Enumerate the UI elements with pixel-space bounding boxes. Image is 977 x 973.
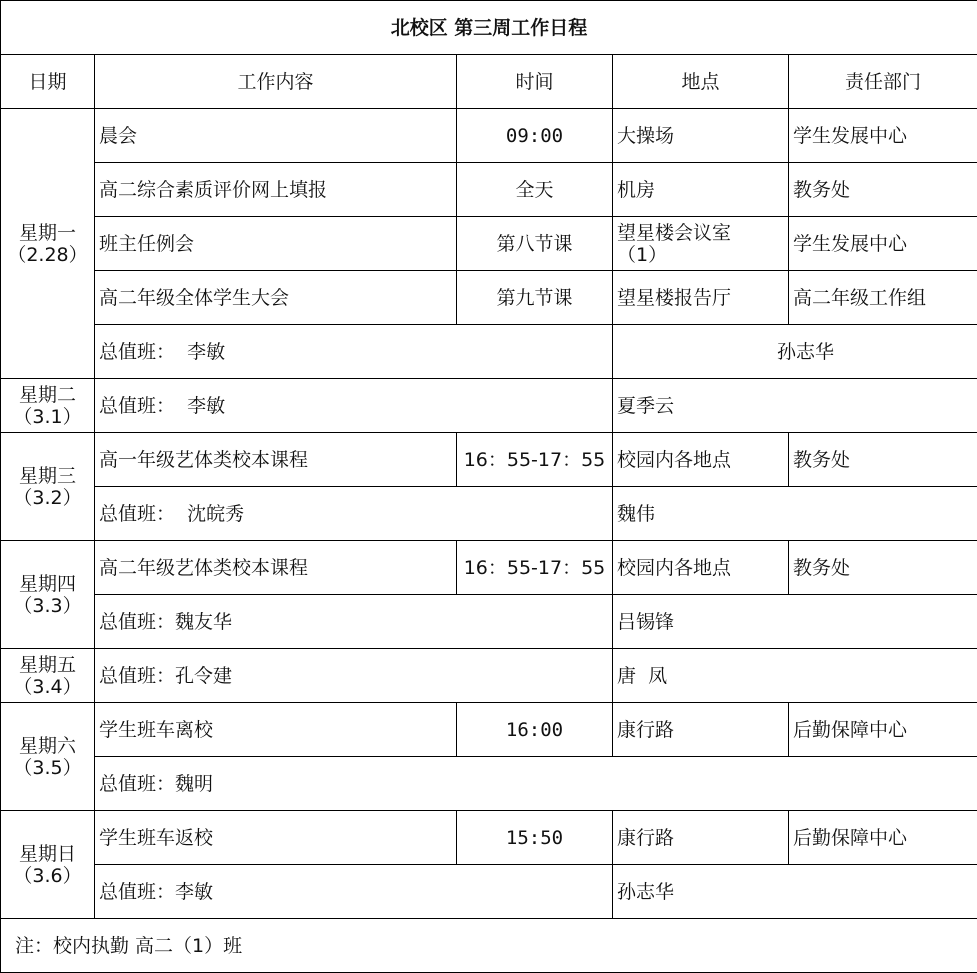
duty-officer: 总值班：孔令建	[95, 649, 613, 703]
table-row	[1, 325, 977, 379]
task-time: 16:00	[457, 703, 613, 757]
task-content: 高一年级艺体类校本课程	[95, 433, 457, 487]
task-content: 高二综合素质评价网上填报	[95, 163, 457, 217]
duty-officer-2: 孙志华	[613, 865, 977, 919]
task-dept: 学生发展中心	[789, 109, 977, 163]
task-content: 高二年级艺体类校本课程	[95, 541, 457, 595]
page-title: 北校区 第三周工作日程	[1, 1, 977, 55]
task-place: 康行路	[613, 811, 789, 865]
table-row	[1, 595, 977, 649]
task-content: 晨会	[95, 109, 457, 163]
duty-officer: 总值班： 沈皖秀	[95, 487, 613, 541]
day-wednesday: 星期三 （3.2）	[1, 433, 95, 541]
day-sunday: 星期日 （3.6）	[1, 811, 95, 919]
task-time: 16：55-17：55	[457, 433, 613, 487]
task-place: 康行路	[613, 703, 789, 757]
duty-officer: 总值班：魏友华	[95, 595, 613, 649]
task-dept: 教务处	[789, 163, 977, 217]
day-tuesday: 星期二 （3.1）	[1, 379, 95, 433]
task-time: 09:00	[457, 109, 613, 163]
table-row	[1, 811, 977, 865]
header-date: 日期	[1, 55, 95, 109]
duty-officer: 总值班：李敏	[95, 865, 613, 919]
task-content: 学生班车返校	[95, 811, 457, 865]
table-row	[1, 649, 977, 703]
table-row	[1, 541, 977, 595]
header-content: 工作内容	[95, 55, 457, 109]
task-content: 班主任例会	[95, 217, 457, 271]
task-dept: 教务处	[789, 541, 977, 595]
table-row	[1, 217, 977, 271]
task-time: 16：55-17：55	[457, 541, 613, 595]
duty-officer: 总值班：魏明	[95, 757, 977, 811]
table-row	[1, 487, 977, 541]
table-row	[1, 379, 977, 433]
table-row	[1, 109, 977, 163]
task-place: 机房	[613, 163, 789, 217]
task-place: 望星楼会议室 （1）	[613, 217, 789, 271]
task-content: 学生班车离校	[95, 703, 457, 757]
duty-officer-2: 夏季云	[613, 379, 977, 433]
task-dept: 高二年级工作组	[789, 271, 977, 325]
task-place: 望星楼报告厅	[613, 271, 789, 325]
table-row	[1, 919, 977, 973]
table-row	[1, 865, 977, 919]
task-place: 校园内各地点	[613, 541, 789, 595]
table-row	[1, 757, 977, 811]
header-time: 时间	[457, 55, 613, 109]
duty-officer: 总值班： 李敏	[95, 379, 613, 433]
table-row	[1, 433, 977, 487]
task-content: 高二年级全体学生大会	[95, 271, 457, 325]
task-dept: 后勤保障中心	[789, 703, 977, 757]
task-dept: 教务处	[789, 433, 977, 487]
task-place: 大操场	[613, 109, 789, 163]
header-place: 地点	[613, 55, 789, 109]
duty-officer-2: 魏伟	[613, 487, 977, 541]
task-place: 校园内各地点	[613, 433, 789, 487]
task-dept: 后勤保障中心	[789, 811, 977, 865]
footnote: 注：校内执勤 高二（1）班	[1, 919, 977, 973]
day-thursday: 星期四 （3.3）	[1, 541, 95, 649]
duty-officer: 总值班： 李敏	[95, 325, 613, 379]
task-time: 第九节课	[457, 271, 613, 325]
table-row	[1, 271, 977, 325]
task-dept: 学生发展中心	[789, 217, 977, 271]
task-time: 15:50	[457, 811, 613, 865]
header-dept: 责任部门	[789, 55, 977, 109]
task-time: 第八节课	[457, 217, 613, 271]
duty-officer-2: 孙志华	[613, 325, 977, 379]
duty-officer-2: 唐 凤	[613, 649, 977, 703]
table-row	[1, 163, 977, 217]
task-time: 全天	[457, 163, 613, 217]
day-saturday: 星期六 （3.5）	[1, 703, 95, 811]
table-row	[1, 703, 977, 757]
day-monday: 星期一 （2.28）	[1, 109, 95, 379]
duty-officer-2: 吕锡锋	[613, 595, 977, 649]
day-friday: 星期五 （3.4）	[1, 649, 95, 703]
